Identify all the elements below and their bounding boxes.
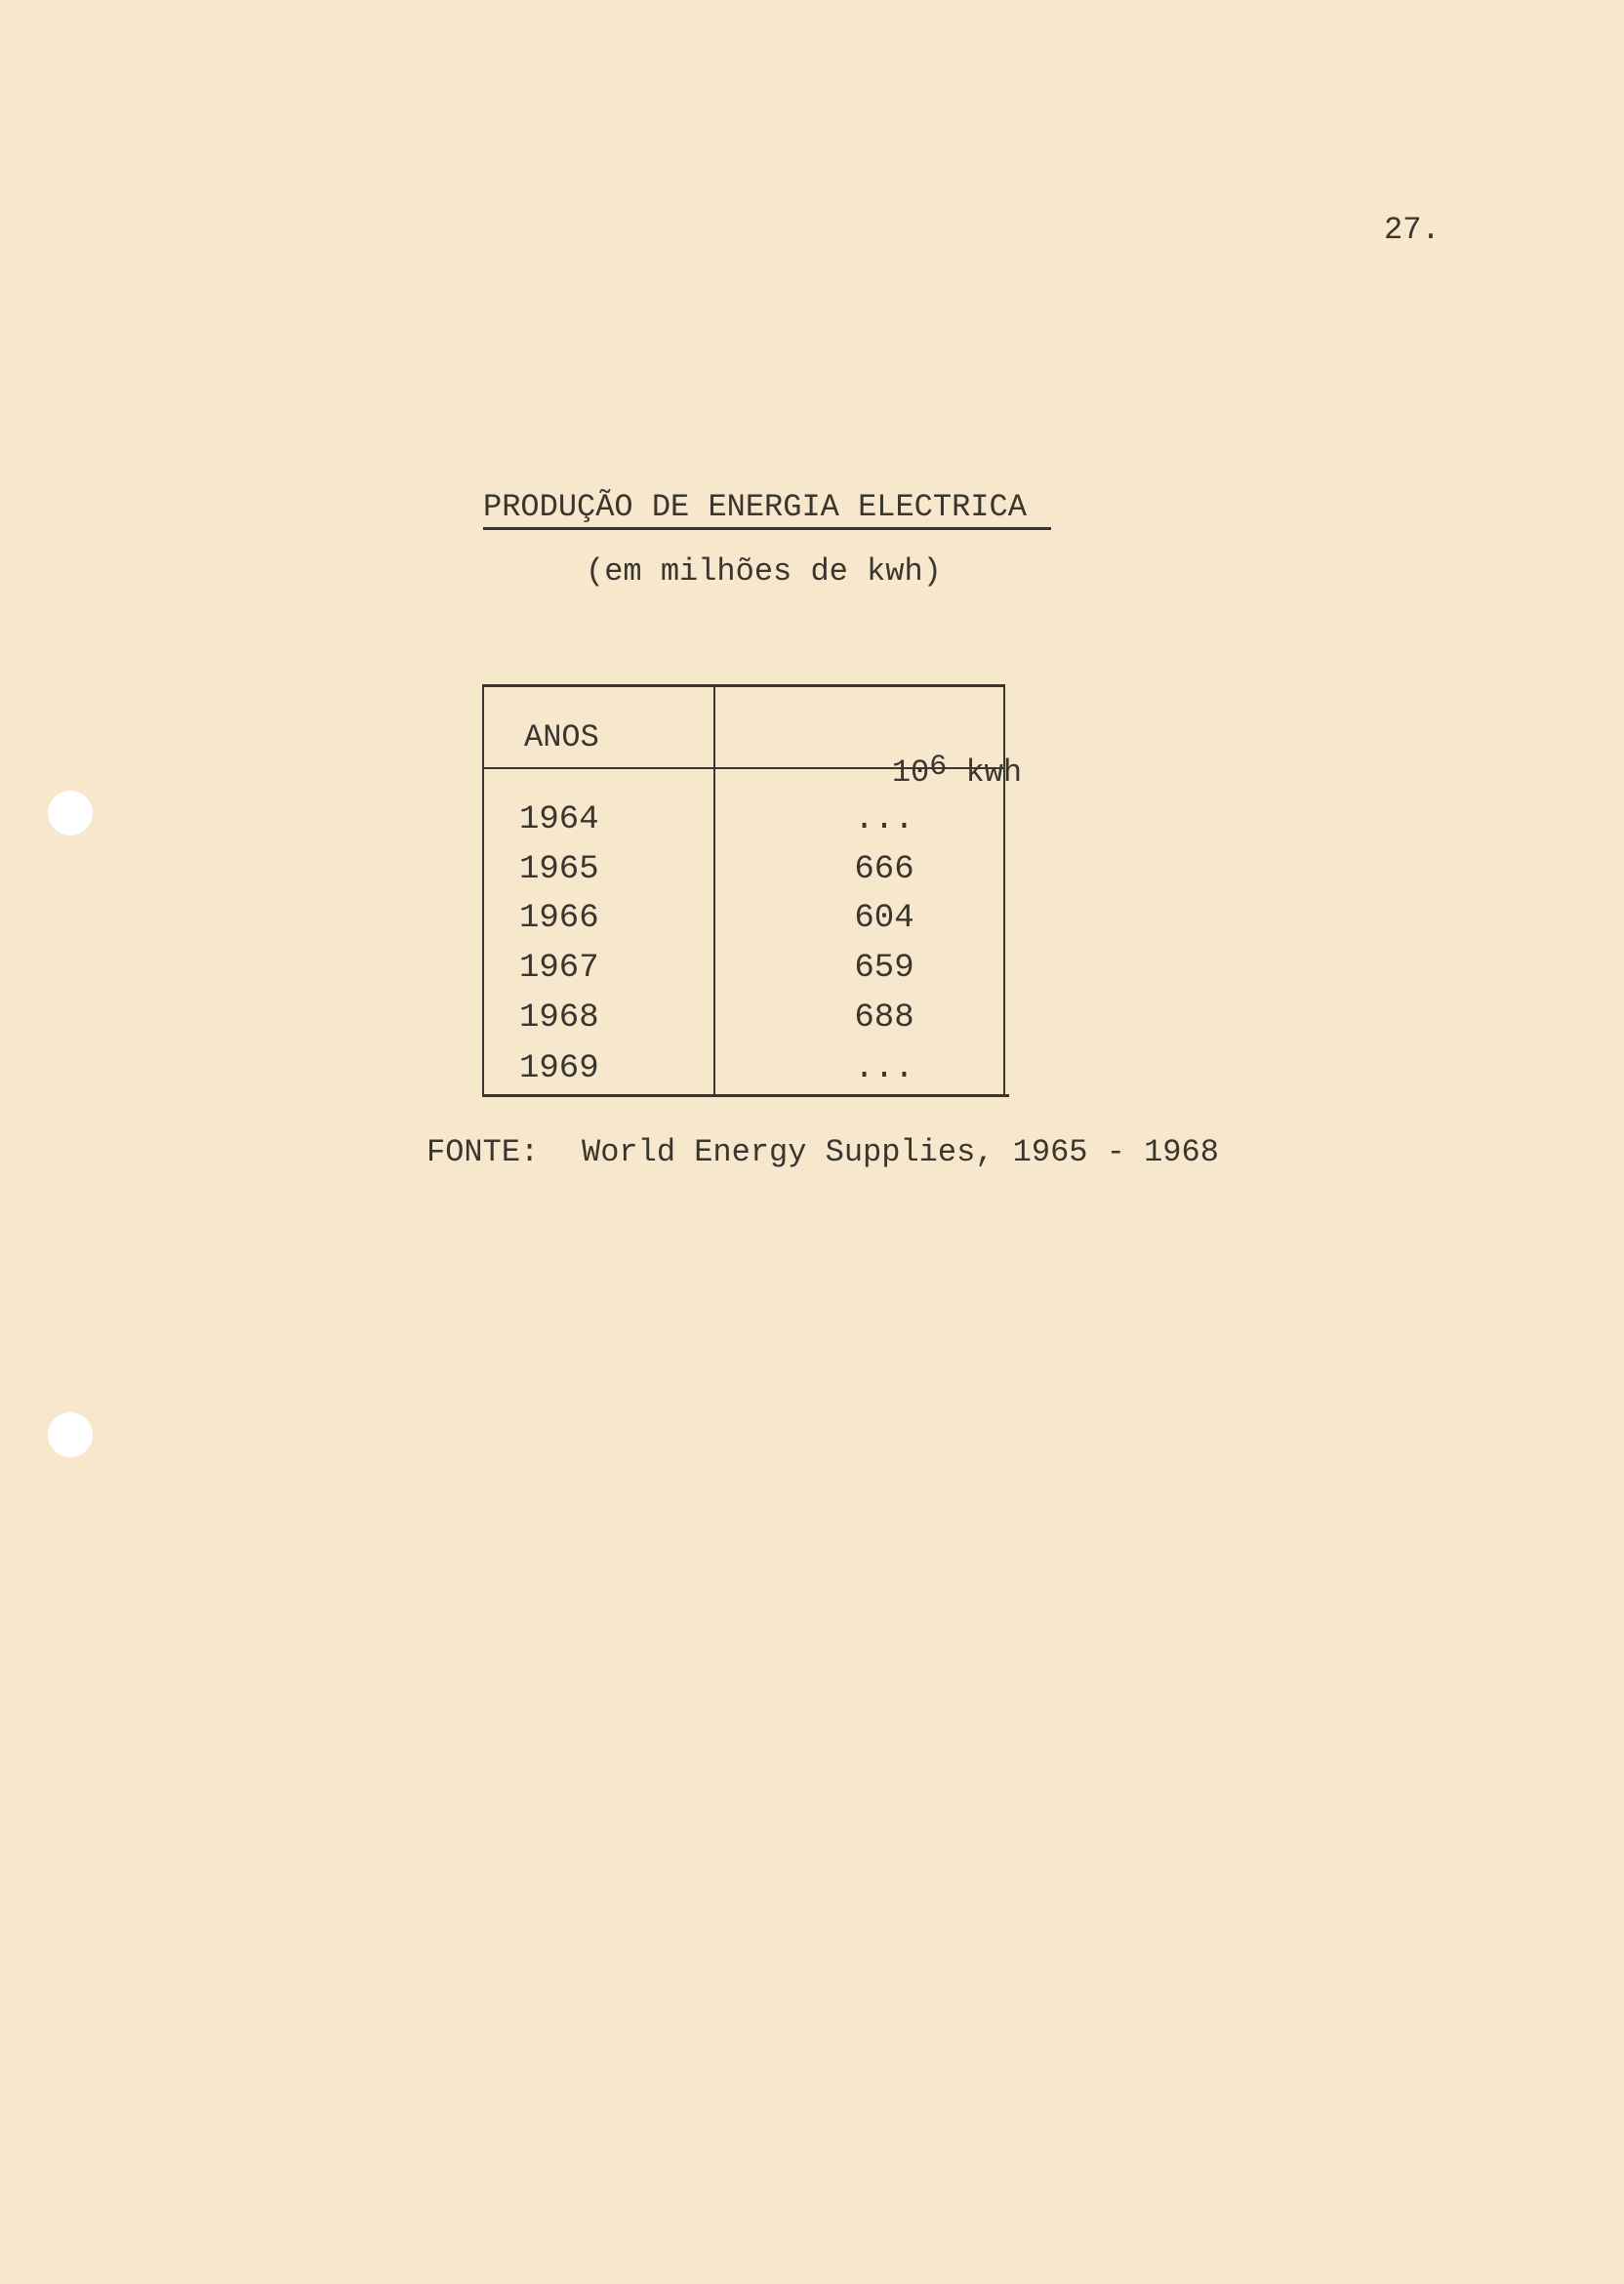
punch-hole-bottom [48, 1412, 93, 1457]
page-title: PRODUÇÃO DE ENERGIA ELECTRICA [483, 489, 1027, 525]
page-number: 27. [1384, 212, 1441, 248]
unit-exponent: 6 [929, 751, 948, 784]
title-underline [483, 527, 1051, 530]
row-year: 1966 [519, 900, 599, 937]
row-value: 604 [854, 900, 914, 937]
punch-hole-top [48, 791, 93, 836]
table-border-bottom [482, 1094, 1009, 1097]
table-border-left [482, 684, 484, 1096]
row-value: 688 [854, 999, 914, 1037]
row-value: 659 [854, 950, 914, 987]
row-year: 1964 [519, 801, 599, 838]
unit-base: 10 [891, 755, 930, 791]
row-value: 666 [854, 851, 914, 888]
row-value: ... [854, 801, 914, 838]
row-year: 1965 [519, 851, 599, 888]
row-value: ... [854, 1050, 914, 1087]
source-text: World Energy Supplies, 1965 - 1968 [582, 1134, 1219, 1170]
row-year: 1967 [519, 950, 599, 987]
row-year: 1969 [519, 1050, 599, 1087]
row-year: 1968 [519, 999, 599, 1037]
header-years: ANOS [524, 719, 599, 755]
source-label: FONTE: [426, 1134, 540, 1170]
table-border-top [482, 684, 1005, 687]
unit-label: kwh [965, 755, 1023, 791]
page-subtitle: (em milhões de kwh) [586, 553, 942, 590]
